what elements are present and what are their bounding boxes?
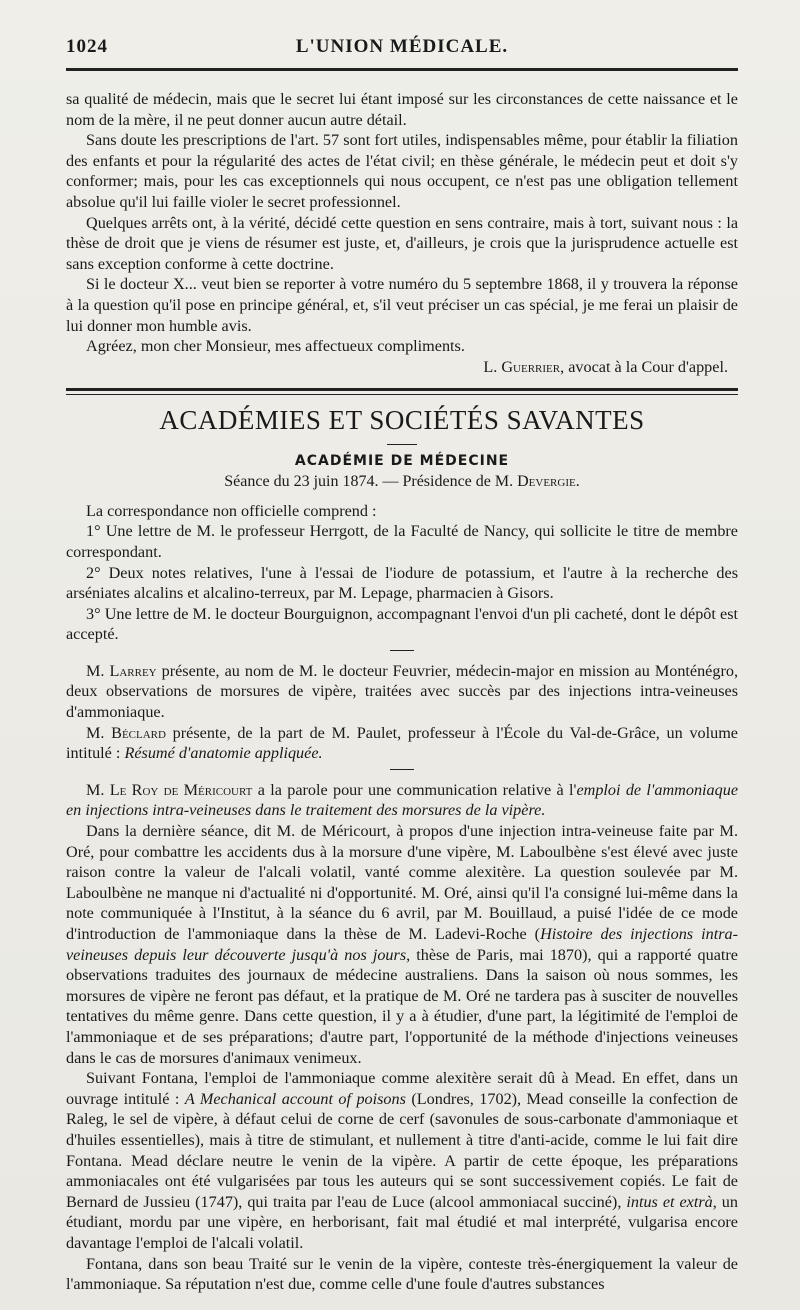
text-span: , thèse de Paris, mai 1870), qui a rapporté quatre observations traduites des journaux de médecine australiens. Dans la saison où nous sommes, les morsures de vipère ne feront pas défaut, et la pratique de M. Oré ne tardera pas à susciter de nouvelles tentatives du même genre. Dans cette question, il y a à étudier, d'une part, la légitimité de l'emploi de l'ammoniaque et de ses préparations; d'autre part, l'opportunité de la méthode d'injections veineuses dans le cas de morsures d'animaux venimeux. bbox=[66, 945, 738, 1067]
academy-subtitle: ACADÉMIE DE MÉDECINE bbox=[294, 452, 510, 469]
work-title: A Mechanical account of poisons bbox=[184, 1089, 406, 1108]
larrey-name: M. Larrey bbox=[86, 661, 157, 680]
letter-paragraph: sa qualité de médecin, mais que le secret lui étant imposé sur les circonstances de cette naissance et le nom de la mère, il ne peut donner aucun autre détail. bbox=[66, 90, 738, 129]
letter-closing: Agréez, mon cher Monsieur, mes affectueux compliments. bbox=[86, 337, 465, 356]
correspondence-item: 1° Une lettre de M. le professeur Herrgott, de la Faculté de Nancy, qui sollicite le titre de membre correspondant. bbox=[66, 522, 738, 561]
session-date: Séance du 23 juin 1874. — Présidence de M. bbox=[224, 472, 518, 490]
letter-paragraph: Sans doute les prescriptions de l'art. 57 sont fort utiles, indispensables même, pour établir la filiation des enfants et pour la régularité des actes de l'état civil; en thèse générale, le médecin peut et doit s'y conformer; mais, pour les cas exceptionnels qui nous occupent, ce n'est pas une obligation tellement absolue qu'il lui faille violer le secret professionnel. bbox=[66, 131, 738, 211]
communication-paragraph bbox=[66, 821, 738, 1068]
section-title: ACADÉMIES ET SOCIÉTÉS SAVANTES bbox=[159, 404, 645, 435]
communication-paragraph: Fontana, dans son beau Traité sur le venin de la vipère, conteste très-énergiquement la valeur de l'ammoniaque. Sa réputation n'est due, comme celle d'une foule d'autres substances bbox=[66, 1254, 738, 1294]
session-line bbox=[66, 473, 738, 491]
session-president: Devergie. bbox=[517, 472, 580, 490]
communication-lead: a la parole pour une communication relative à l' bbox=[252, 780, 577, 799]
letter-paragraph: Quelques arrêts ont, à la vérité, décidé cette question en sens contraire, mais à tort, suivant nous : la thèse de droit que je viens de résumer est juste, et, d'ailleurs, je crois que la jurisprudence actuelle est sans exception conforme à cette doctrine. bbox=[66, 213, 738, 273]
text-span: , un étudiant, mordu par une vipère, en herborisant, fait mal étudié et mal interprété, vulgarisa encore davantage l'emploi de l'alcali volatil. bbox=[66, 1192, 738, 1252]
communication bbox=[66, 780, 738, 1295]
presentation-larrey bbox=[66, 661, 738, 723]
beclard-text: présente, de la part de M. Paulet, professeur à l'École du Val-de-Grâce, un volume intitulé : bbox=[66, 723, 738, 763]
communication-author: M. Le Roy de Méricourt bbox=[86, 780, 253, 799]
larrey-text: présente, au nom de M. le docteur Feuvrier, médecin-major en mission au Monténégro, deux observations de morsures de vipère, traitées avec succès par des injections intra-veineuses d'ammoniaque. bbox=[66, 661, 738, 722]
correspondence-intro: La correspondance non officielle comprend : bbox=[86, 501, 377, 520]
beclard-book-title: Résumé d'anatomie appliquée. bbox=[124, 744, 323, 763]
thesis-title: Histoire des injections intra-veineuses depuis leur découverte jusqu'à nos jours bbox=[66, 925, 738, 964]
communication-paragraph bbox=[66, 1068, 738, 1253]
correspondence bbox=[66, 501, 738, 645]
section-divider bbox=[66, 388, 738, 395]
correspondence-item: 3° Une lettre de M. le docteur Bourguignon, accompagnant l'envoi d'un pli cacheté, dont le dépôt est accepté. bbox=[66, 604, 738, 644]
separator-rule bbox=[390, 769, 414, 770]
letter-signature bbox=[66, 357, 738, 378]
letter-paragraph: Si le docteur X... veut bien se reporter à votre numéro du 5 septembre 1868, il y trouvera la réponse à la question qu'il pose en principe général, et, s'il veut préciser un cas spécial, je me ferai un plaisir de lui donner mon humble avis. bbox=[66, 275, 738, 335]
communication-intro bbox=[66, 780, 738, 821]
signature-name: L. Guerrier, bbox=[483, 357, 565, 376]
journal-title: L'UNION MÉDICALE. bbox=[295, 36, 509, 57]
presentation-beclard bbox=[66, 723, 738, 764]
text-span: (Londres, 1702), Mead conseille la confection de Raleg, le sel de vipère, à défaut celui de corne de cerf (savonules de sous-carbonate d'ammoniaque et d'huiles essentielles), mais à titre de stimulant, et nullement à titre d'anti-acide, comme le lui fait dire Fontana. Mead déclare neutre le venin de la vipère. A partir de cette époque, les préparations ammoniacales ont été vulgarisées par tous les auteurs qui se sont successivement copiés. Le fait de Bernard de Jussieu (1747), qui traita par l'eau de Luce (alcool ammoniacal succiné), bbox=[66, 1089, 738, 1211]
communication-subject: emploi de l'ammoniaque en injections intra-veineuses dans le traitement des morsures de la vipère. bbox=[66, 780, 739, 820]
latin-phrase: intus et extrà bbox=[626, 1192, 713, 1211]
letter-body bbox=[66, 89, 738, 378]
signature-role: avocat à la Cour d'appel. bbox=[564, 357, 728, 376]
beclard-name: M. Béclard bbox=[86, 723, 166, 742]
text-span: Suivant Fontana, l'emploi de l'ammoniaque comme alexitère serait dû à Mead. En effet, dans un ouvrage intitulé : bbox=[66, 1069, 738, 1108]
correspondence-item: 2° Deux notes relatives, l'une à l'essai de l'iodure de potassium, et l'autre à la recherche des arséniates alcalins et alcalino-terreux, par M. Lepage, pharmacien à Gisors. bbox=[66, 563, 738, 603]
title-rule bbox=[387, 444, 417, 445]
running-header bbox=[66, 36, 738, 71]
separator-rule bbox=[390, 650, 414, 651]
text-span: Dans la dernière séance, dit M. de Méricourt, à propos d'une injection intra-veineuse faite par M. Oré, pour combattre les accidents dus à la morsure d'une vipère, M. Laboulbène s'est élevé avec juste raison contre la valeur de l'alcali volatil, vanté comme alexitère. La question soulevée par M. Laboulbène ne manque ni d'actualité ni d'opportunité. M. Oré, ainsi qu'il l'a consigné lui-même dans la note communiquée à l'Institut, à la séance du 6 avril, par M. Bouillaud, a puisé l'idée de ce mode d'introduction de l'ammoniaque dans la thèse de M. Ladevi-Roche ( bbox=[66, 822, 738, 943]
presentations bbox=[66, 661, 738, 764]
page-number: 1024 bbox=[66, 36, 108, 57]
